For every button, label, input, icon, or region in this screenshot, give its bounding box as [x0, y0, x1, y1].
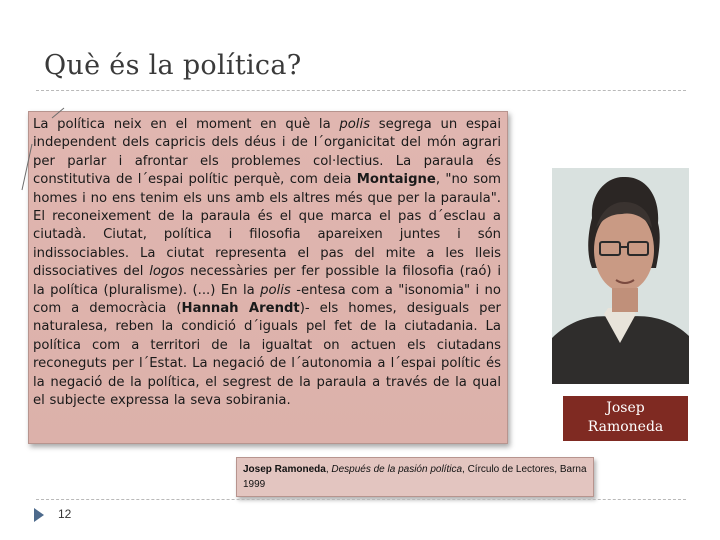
- portrait-photo: [552, 168, 689, 384]
- page-number: 12: [58, 507, 72, 521]
- citation-work: Después de la pasión política: [331, 464, 463, 475]
- term-logos: logos: [149, 264, 185, 280]
- footer-divider: [36, 499, 686, 500]
- portrait-image: [552, 168, 689, 384]
- name-hannah-arendt: Hannah Arendt: [181, 301, 300, 317]
- citation-publisher: , Círculo de Lectores, Barna 1999: [243, 464, 587, 490]
- slide-title: Què és la política?: [44, 50, 302, 81]
- quote-text-box: [28, 111, 508, 444]
- decorative-corner-mark: [18, 104, 78, 194]
- triangle-bullet-icon: [34, 508, 44, 522]
- citation-author: Josep Ramoneda: [243, 464, 326, 475]
- quote-text: La política neix en el moment en què la polis segrega un espai independent dels capricis dels déus i de l´organicitat del món agrari per parlar i afrontar els problemes col·lectius. La paraula és constitutiva de l´espai polític perquè, com deia Montaigne, "no som homes i no ens tenim els uns amb els altres més que per la paraula". El reconeixement de la paraula és el que marca el pas d´esclau a ciutadà. Ciutat, política i filosofia apareixen juntes i són indissociables. La ciutat representa el pas del mite a les lleis dissociatives del logos necessàries per fer possible la filosofia (raó) i la política (pluralisme). (...) En la polis -entesa com a "isonomia" i no com a democràcia (Hannah Arendt)- els homes, desiguals per naturalesa, reben la condició d´iguals pel fet de la ciutadania. La política com a territori de la igualtat on actuen els ciutadans reconeguts per l´Estat. La negació de l´autonomia a l´espai polític és la negació de la política, el segrest de la paraula a través de la qual el subjecte expressa la seva sobirania.: [33, 117, 502, 409]
- term-polis: polis: [339, 117, 370, 132]
- citation-box: Josep Ramoneda, Después de la pasión política, Círculo de Lectores, Barna 1999: [236, 457, 594, 497]
- photo-caption: [563, 396, 688, 441]
- caption-last-name: Ramoneda: [587, 419, 664, 435]
- caption-first-name: Josep: [606, 400, 645, 416]
- name-montaigne: Montaigne: [356, 172, 436, 188]
- term-polis-2: polis: [260, 282, 291, 298]
- title-divider: [36, 90, 686, 91]
